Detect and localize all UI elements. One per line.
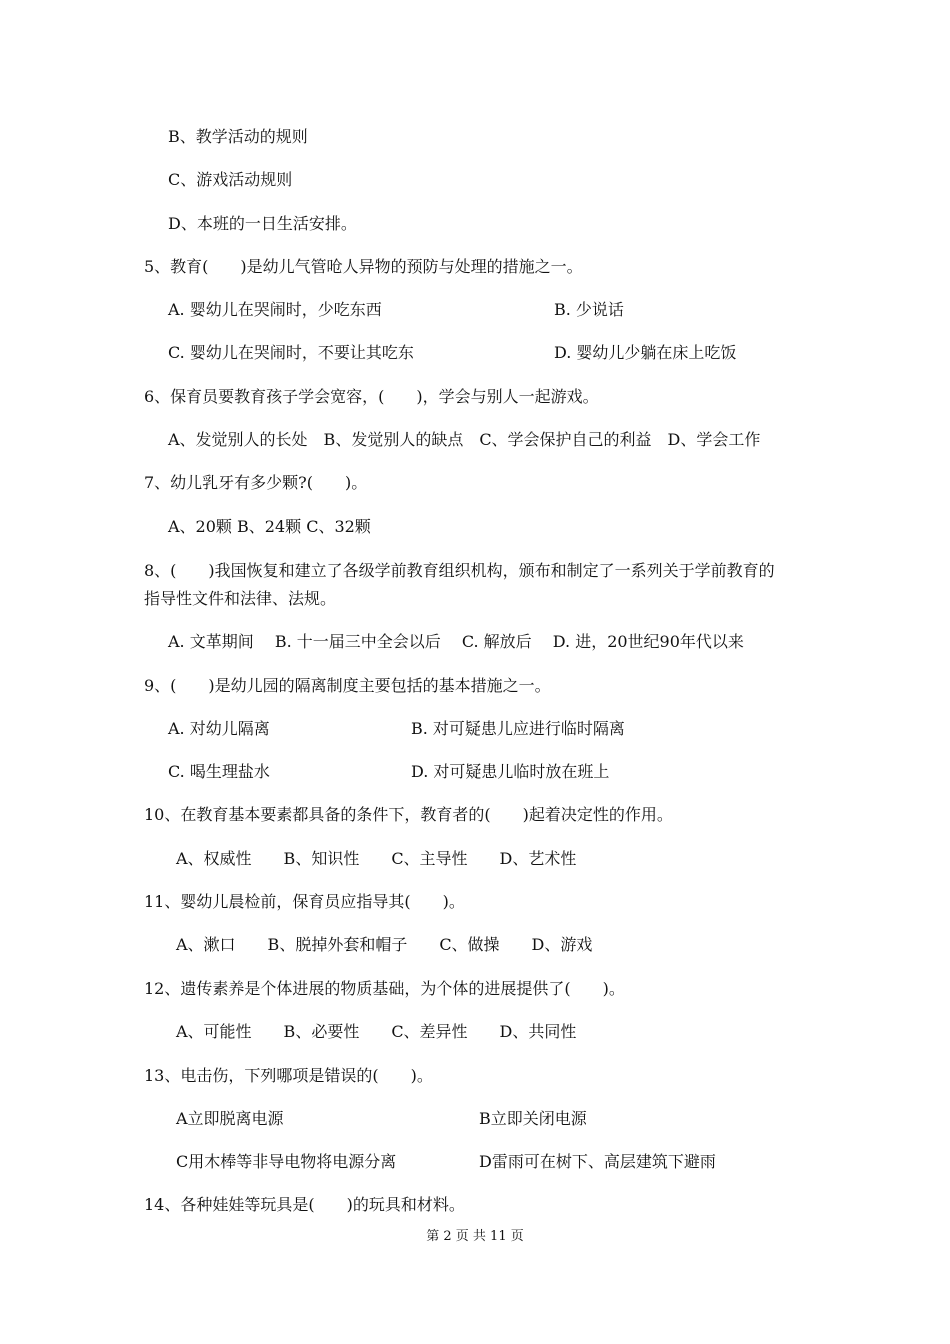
question-12: 12、遗传素养是个体进展的物质基础，为个体的进展提供了( )。: [144, 979, 625, 998]
q9-option-b: B. 对可疑患儿应进行临时隔离: [411, 719, 625, 738]
q13-option-d: D雷雨可在树下、高层建筑下避雨: [479, 1152, 716, 1171]
q5-option-c: C. 婴幼儿在哭闹时，不要让其吃东: [168, 343, 414, 362]
q5-option-a: A. 婴幼儿在哭闹时，少吃东西: [168, 300, 382, 319]
q8-options: A. 文革期间 B. 十一届三中全会以后 C. 解放后 D. 进，20世纪90年代以来: [168, 632, 744, 651]
question-13: 13、电击伤，下列哪项是错误的( )。: [144, 1066, 433, 1085]
q11-options: A、漱口 B、脱掉外套和帽子 C、做操 D、游戏: [176, 935, 593, 954]
q5-option-d: D. 婴幼儿少躺在床上吃饭: [554, 343, 737, 362]
question-7: 7、幼儿乳牙有多少颗?( )。: [144, 473, 368, 492]
question-5: 5、教育( )是幼儿气管呛人异物的预防与处理的措施之一。: [144, 257, 583, 276]
page-footer: 第 2 页 共 11 页: [426, 1229, 524, 1244]
question-8-line-1: 8、( )我国恢复和建立了各级学前教育组织机构，颁布和制定了一系列关于学前教育的: [144, 561, 775, 580]
q12-options: A、可能性 B、必要性 C、差异性 D、共同性: [176, 1022, 577, 1041]
q7-options: A、20颗 B、24颗 C、32颗: [168, 517, 371, 536]
q13-option-a: A立即脱离电源: [176, 1109, 284, 1128]
q4-option-d: D、本班的一日生活安排。: [168, 214, 357, 233]
question-14: 14、各种娃娃等玩具是( )的玩具和材料。: [144, 1195, 465, 1214]
question-9: 9、( )是幼儿园的隔离制度主要包括的基本措施之一。: [144, 676, 551, 695]
q9-option-a: A. 对幼儿隔离: [168, 719, 270, 738]
question-8-line-2: 指导性文件和法律、法规。: [144, 589, 337, 608]
q4-option-c: C、游戏活动规则: [168, 170, 293, 189]
q9-option-d: D. 对可疑患儿临时放在班上: [411, 762, 610, 781]
q6-options: A、发觉别人的长处 B、发觉别人的缺点 C、学会保护自己的利益 D、学会工作: [168, 430, 761, 449]
q9-option-c: C. 喝生理盐水: [168, 762, 270, 781]
question-6: 6、保育员要教育孩子学会宽容，( )，学会与别人一起游戏。: [144, 387, 599, 406]
q13-option-c: C用木棒等非导电物将电源分离: [176, 1152, 397, 1171]
q4-option-b: B、教学活动的规则: [168, 127, 308, 146]
q5-option-b: B. 少说话: [554, 300, 624, 319]
question-10: 10、在教育基本要素都具备的条件下，教育者的( )起着决定性的作用。: [144, 805, 673, 824]
q10-options: A、权威性 B、知识性 C、主导性 D、艺术性: [176, 849, 577, 868]
q13-option-b: B立即关闭电源: [479, 1109, 587, 1128]
question-11: 11、婴幼儿晨检前，保育员应指导其( )。: [144, 892, 465, 911]
